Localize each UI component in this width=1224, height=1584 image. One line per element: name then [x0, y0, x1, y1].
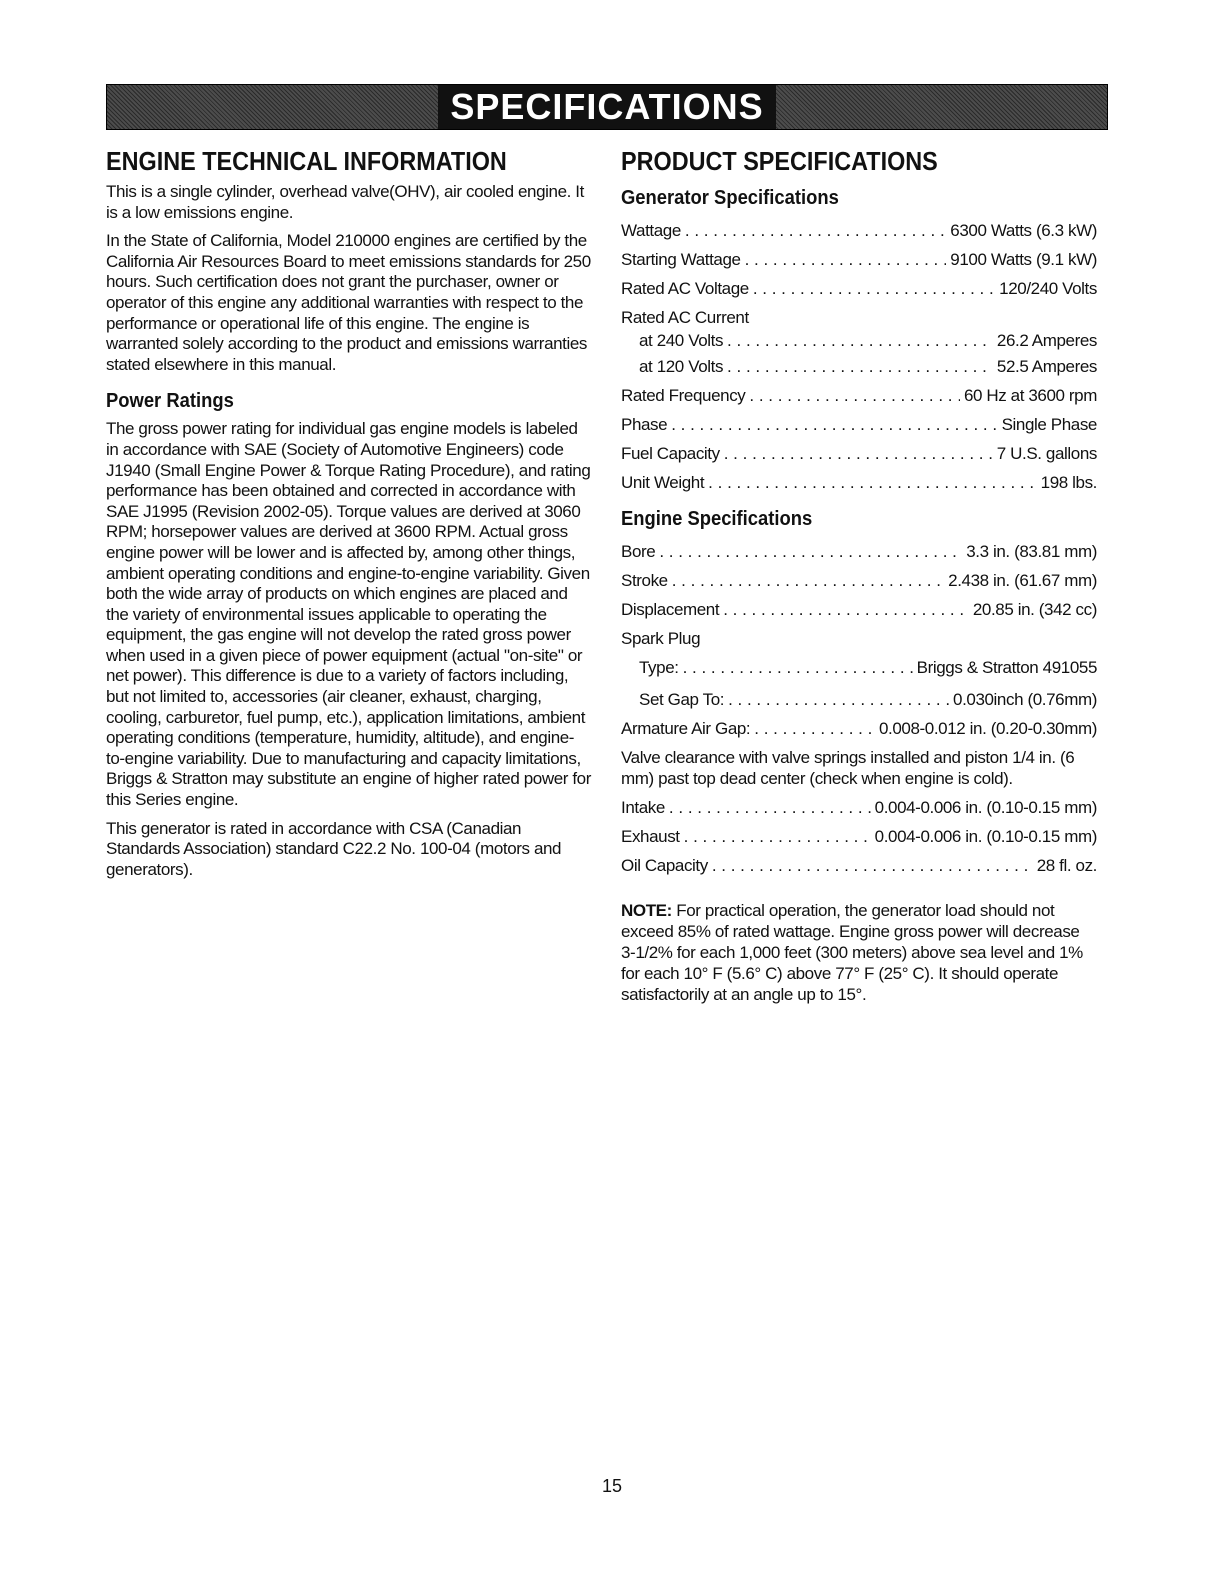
spec-value: Briggs & Stratton 491055 — [916, 658, 1097, 677]
spec-row-exhaust — [621, 822, 1097, 851]
spec-label: Stroke — [621, 571, 668, 590]
spec-value: 120/240 Volts — [999, 279, 1097, 298]
engine-specifications-list — [621, 537, 1097, 880]
spec-value: 52.5 Amperes — [996, 357, 1097, 376]
generator-specifications-list — [621, 216, 1097, 497]
spec-label: Fuel Capacity — [621, 444, 720, 463]
banner-title: SPECIFICATIONS — [438, 85, 775, 129]
spec-value: 7 U.S. gallons — [996, 444, 1097, 463]
product-specifications-column — [621, 146, 1097, 1005]
dot-leader — [753, 274, 995, 303]
engine-technical-information-column — [106, 146, 592, 888]
spec-label: Set Gap To: — [639, 690, 725, 709]
spec-label: Armature Air Gap: — [621, 719, 751, 738]
spec-row-starting-wattage — [621, 245, 1097, 274]
page-number: 15 — [601, 1476, 623, 1496]
dot-leader — [684, 822, 871, 851]
engine-specifications-heading: Engine Specifications — [621, 508, 813, 530]
spec-row-stroke — [621, 566, 1097, 595]
spec-row-phase — [621, 410, 1097, 439]
dot-leader — [749, 381, 960, 410]
dot-leader — [712, 851, 1033, 880]
operation-note — [621, 900, 1097, 1005]
spec-label: Type: — [639, 658, 679, 677]
spec-row-displacement — [621, 595, 1097, 624]
spec-row-oil-capacity — [621, 851, 1097, 880]
spec-row-wattage — [621, 216, 1097, 245]
spec-row-rated-ac-voltage — [621, 274, 1097, 303]
dot-leader — [659, 537, 962, 566]
dot-leader — [727, 352, 993, 381]
spec-row-intake — [621, 793, 1097, 822]
product-specifications-heading: PRODUCT SPECIFICATIONS — [621, 146, 938, 176]
spec-value: 9100 Watts (9.1 kW) — [950, 250, 1097, 269]
spec-value: Single Phase — [1001, 415, 1097, 434]
spec-value: 3.3 in. (83.81 mm) — [966, 542, 1097, 561]
spec-row-at-120-volts — [621, 352, 1097, 381]
spec-label: Wattage — [621, 221, 681, 240]
dot-leader — [708, 468, 1036, 497]
spec-value: 2.438 in. (61.67 mm) — [948, 571, 1097, 590]
dot-leader — [727, 330, 993, 352]
power-ratings-paragraph: The gross power rating for individual gas engine models is labeled in accordance with SAE (Society of Automotive Engineers) code J1940 (Small Engine Power & Torque Rating Procedure), and rating performance has been obtained and corrected in accordance with SAE J1995 (Revision 2002-05). Torque values are derived at 3060 RPM; horsepower values are derived at 3600 RPM. Actual gross engine power will be lower and is affected by, among other things, ambient operating conditions and engine-to-engine variability. Given both the wide array of products on which engines are placed and the variety of environmental issues applicable to operating the equipment, the gas engine will not develop the rated gross power when used in a given piece of power equipment (actual "on-site" or net power). This difference is due to a variety of factors including, but not limited to, accessories (air cleaner, exhaust, charging, cooling, carburetor, fuel pump, etc.), application limitations, ambient operating conditions (temperature, humidity, altitude), and engine-to-engine variability. Due to manufacturing and capacity limitations, Briggs & Stratton may substitute an engine of higher rated power for this Series engine. — [106, 419, 591, 810]
spec-row-rated-frequency — [621, 381, 1097, 410]
intro-paragraph: This is a single cylinder, overhead valve(OHV), air cooled engine. It is a low emissions engine. — [106, 182, 584, 222]
spec-label: Displacement — [621, 600, 720, 619]
spark-plug-label: Spark Plug — [621, 629, 701, 648]
dot-leader — [683, 651, 913, 685]
spec-label: Rated Frequency — [621, 386, 746, 405]
spec-row-armature-air-gap — [621, 714, 1097, 743]
dot-leader — [672, 566, 944, 595]
spec-label: Unit Weight — [621, 473, 705, 492]
spec-row-bore — [621, 537, 1097, 566]
spec-value: 0.004-0.006 in. (0.10-0.15 mm) — [874, 798, 1097, 817]
note-text: For practical operation, the generator load should not exceed 85% of rated wattage. Engine gross power will decrease 3-1/2% for each 1,000 feet (300 meters) above sea level and 1% for each 10° F (5.6° C) above 77° F (25° C). It should operate satisfactorily at an angle up to 15°. — [621, 901, 1083, 1004]
spec-row-set-gap — [621, 685, 1097, 714]
dot-leader — [671, 410, 997, 439]
spec-row-fuel-capacity — [621, 439, 1097, 468]
spec-value: 0.030inch (0.76mm) — [953, 690, 1097, 709]
note-label: NOTE: — [621, 901, 672, 920]
spec-label: at 240 Volts — [639, 331, 724, 350]
spec-label: Oil Capacity — [621, 856, 708, 875]
spec-label: Exhaust — [621, 827, 680, 846]
dot-leader — [724, 439, 993, 468]
california-paragraph: In the State of California, Model 210000 engines are certified by the California Air Resources Board to meet emissions standards for 250 hours. Such certification does not grant the purchaser, owner or operator of this engine any additional warranties with respect to the performance or operational life of this engine. The engine is warranted solely according to the product and emissions warranties stated elsewhere in this manual. — [106, 231, 591, 374]
spec-label: Phase — [621, 415, 668, 434]
dot-leader — [723, 595, 969, 624]
spec-label: Intake — [621, 798, 665, 817]
spec-label: Rated AC Voltage — [621, 279, 749, 298]
spec-value: 6300 Watts (6.3 kW) — [950, 221, 1097, 240]
csa-paragraph: This generator is rated in accordance with CSA (Canadian Standards Association) standard C22.2 No. 100-04 (motors and generators). — [106, 818, 562, 879]
spec-value: 0.004-0.006 in. (0.10-0.15 mm) — [874, 827, 1097, 846]
spec-value: 198 lbs. — [1040, 473, 1097, 492]
spec-row-spark-plug-type — [621, 651, 1097, 685]
spec-label: at 120 Volts — [639, 357, 724, 376]
spec-value: 28 fl. oz. — [1036, 856, 1097, 875]
spec-row-at-240-volts — [621, 330, 1097, 352]
spec-label: Bore — [621, 542, 656, 561]
valve-clearance-note: Valve clearance with valve springs installed and piston 1/4 in. (6 mm) past top dead center (check when engine is cold). — [621, 748, 1075, 788]
spec-value: 20.85 in. (342 cc) — [972, 600, 1097, 619]
spec-value: 60 Hz at 3600 rpm — [963, 386, 1097, 405]
dot-leader — [754, 714, 875, 743]
spec-row-unit-weight — [621, 468, 1097, 497]
dot-leader — [685, 216, 946, 245]
dot-leader — [669, 793, 871, 822]
specifications-banner — [106, 84, 1108, 130]
dot-leader — [745, 245, 947, 274]
spec-value: 0.008-0.012 in. (0.20-0.30mm) — [878, 719, 1097, 738]
spec-value: 26.2 Amperes — [996, 331, 1097, 350]
dot-leader — [728, 685, 949, 714]
power-ratings-heading: Power Ratings — [106, 390, 234, 413]
spec-label: Starting Wattage — [621, 250, 741, 269]
engine-technical-information-heading: ENGINE TECHNICAL INFORMATION — [106, 146, 507, 176]
generator-specifications-heading: Generator Specifications — [621, 187, 839, 209]
rated-ac-current-label: Rated AC Current — [621, 308, 749, 327]
